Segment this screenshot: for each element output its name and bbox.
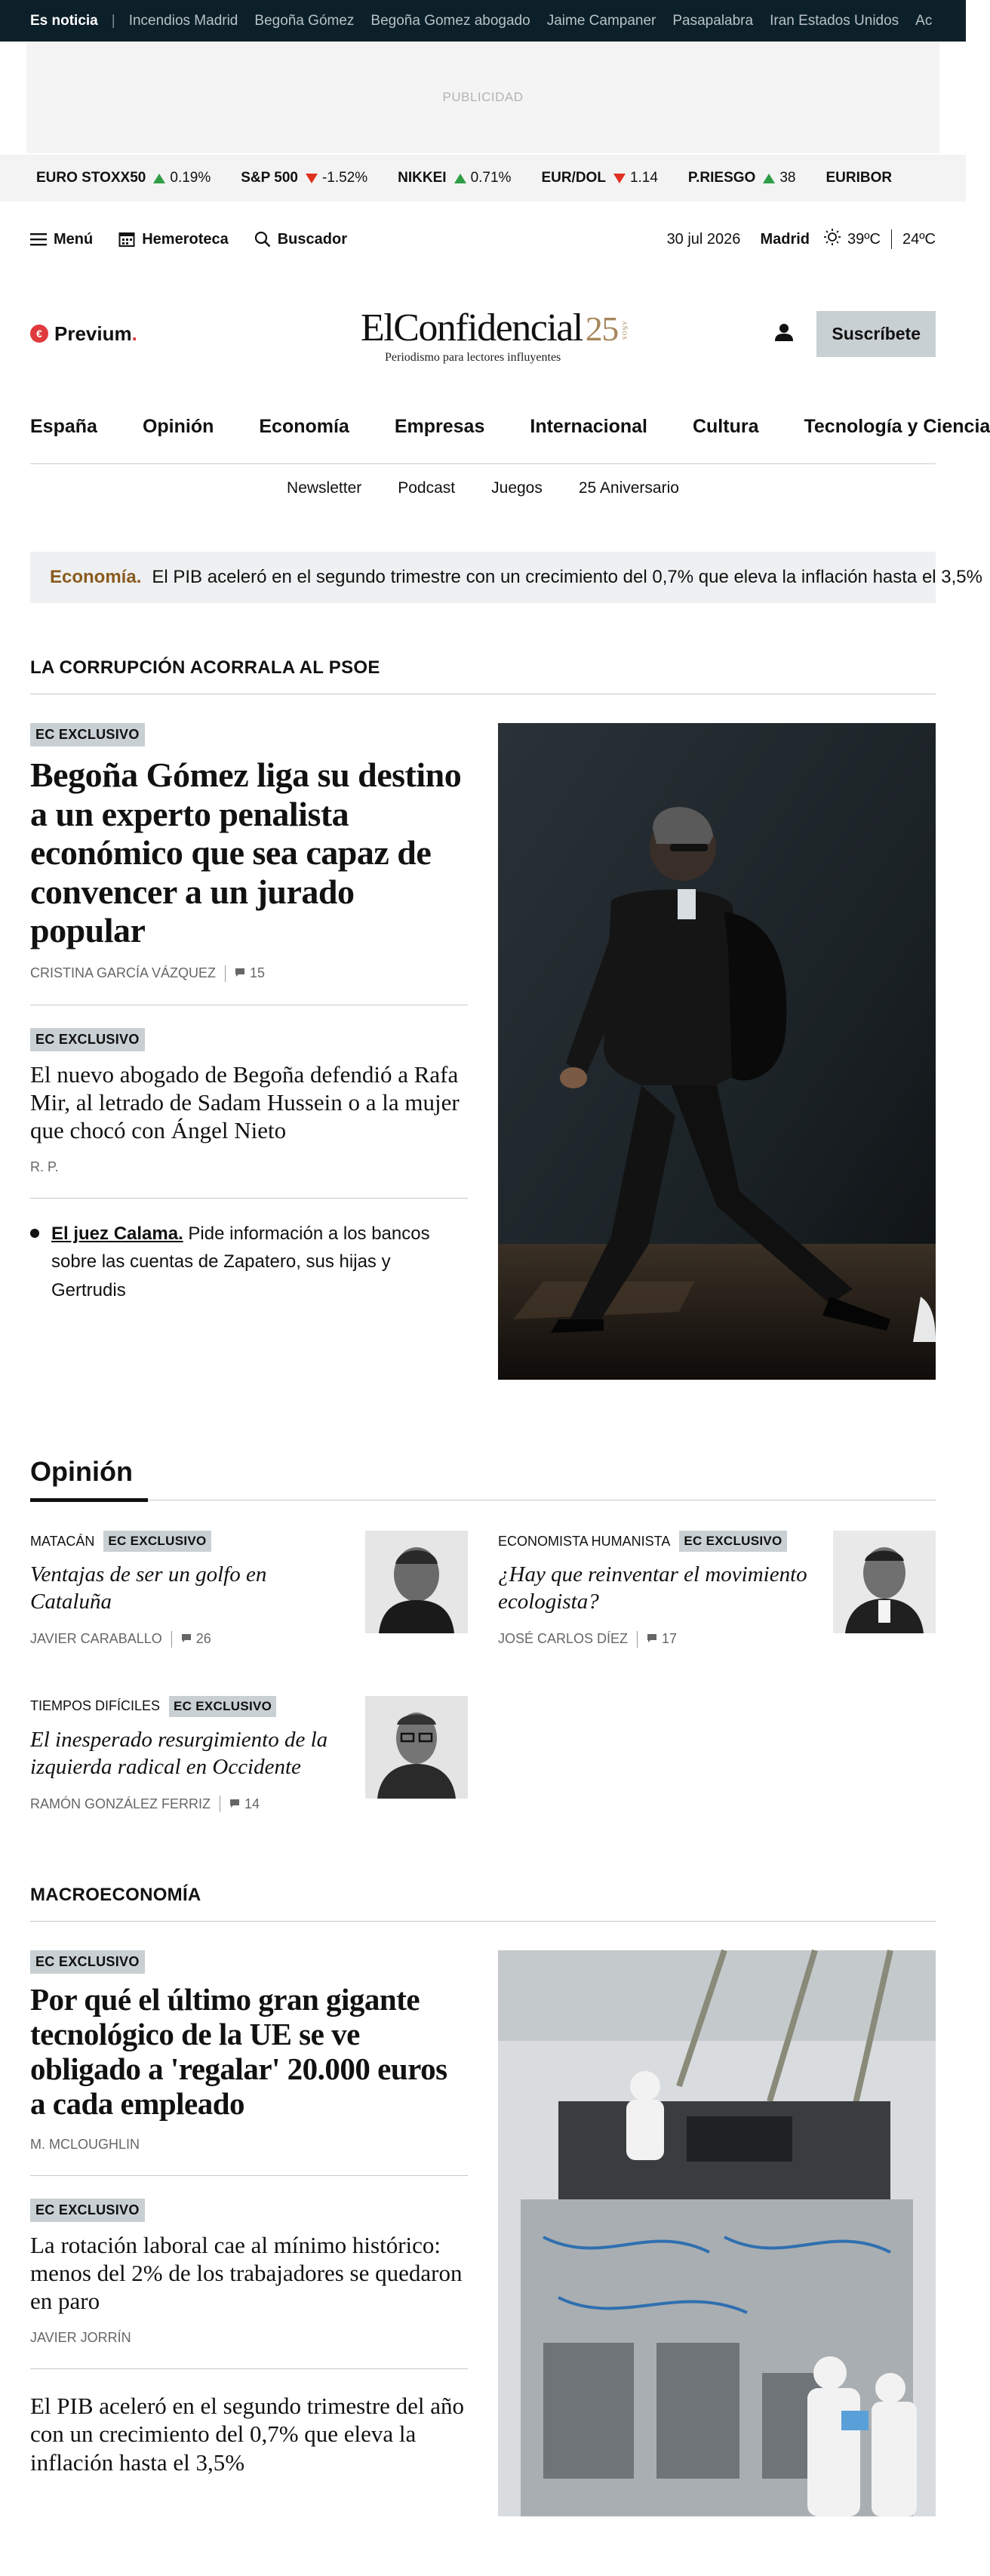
- byline-divider: [225, 965, 226, 982]
- market-ticker: [0, 155, 966, 202]
- hemeroteca-label: Hemeroteca: [142, 230, 229, 248]
- secondary-article[interactable]: [30, 1028, 468, 1176]
- trending-label: Es noticia: [30, 12, 98, 29]
- calendar-icon: [118, 231, 135, 248]
- comment-icon: [647, 1631, 657, 1647]
- subscribe-button[interactable]: Suscríbete: [816, 311, 936, 357]
- article-byline: [30, 965, 468, 982]
- arrow-up-icon: [454, 174, 466, 183]
- logo-tagline: Periodismo para lectores influyentes: [385, 351, 561, 364]
- article-author[interactable]: RAMÓN GONZÁLEZ FERRIZ: [30, 1796, 211, 1811]
- menu-label: Menú: [54, 230, 94, 248]
- article-author[interactable]: JOSÉ CARLOS DÍEZ: [498, 1631, 629, 1646]
- lead-article[interactable]: [30, 1950, 468, 2153]
- article-headline[interactable]: Begoña Gómez liga su destino a un experto penalista económico que sea capaz de convencer a un jurado popular: [30, 756, 462, 950]
- opinion-headline[interactable]: El inesperado resurgimiento de la izquierda radical en Occidente: [30, 1727, 328, 1779]
- nav-item-tecnologia[interactable]: Tecnología y Ciencia: [804, 416, 990, 437]
- site-logo[interactable]: [361, 306, 628, 365]
- breaking-category: Economía.: [50, 567, 142, 587]
- article-byline: [30, 1159, 468, 1175]
- previum-label: Previum: [54, 322, 132, 345]
- temp-low: 24ºC: [902, 230, 936, 248]
- article-headline[interactable]: Por qué el último gran gigante tecnológico de la UE se ve obligado a 'regalar' 20.000 euros a cada empleado: [30, 1982, 447, 2121]
- ad-slot: [26, 42, 939, 153]
- arrow-down-icon: [613, 174, 626, 183]
- nav-item-espana[interactable]: España: [30, 416, 97, 437]
- subnav-item-juegos[interactable]: Juegos: [491, 479, 543, 497]
- comment-count[interactable]: 15: [250, 965, 266, 981]
- arrow-up-icon: [763, 174, 775, 183]
- opinion-headline[interactable]: ¿Hay que reinventar el movimiento ecologista?: [498, 1562, 807, 1614]
- ticker-name: EURIBOR: [826, 170, 893, 186]
- section-corrupcion: [30, 723, 936, 1383]
- exclusive-badge: EC EXCLUSIVO: [30, 1950, 145, 1974]
- divider: [30, 2368, 468, 2369]
- ticker-item[interactable]: [826, 170, 899, 186]
- article-author[interactable]: CRISTINA GARCÍA VÁZQUEZ: [30, 965, 217, 981]
- breaking-text: El PIB aceleró en el segundo trimestre con un crecimiento del 0,7% que eleva la inflación hasta el 3,5%: [152, 567, 982, 587]
- opinion-headline[interactable]: Ventajas de ser un golfo en Cataluña: [30, 1562, 267, 1614]
- section-heading-corrupcion[interactable]: LA CORRUPCIÓN ACORRALA AL PSOE: [30, 657, 936, 694]
- exclusive-badge: EC EXCLUSIVO: [103, 1531, 211, 1552]
- exclusive-badge: EC EXCLUSIVO: [679, 1531, 786, 1552]
- author-avatar[interactable]: [365, 1696, 468, 1799]
- subnav-item-newsletter[interactable]: Newsletter: [287, 479, 362, 497]
- lead-article[interactable]: [30, 723, 468, 982]
- opinion-list: [30, 1531, 936, 1812]
- divider: [30, 1198, 468, 1199]
- subnav-item-aniversario[interactable]: 25 Aniversario: [578, 479, 679, 497]
- trending-link[interactable]: Pasapalabra: [672, 12, 754, 29]
- utility-bar: [0, 202, 966, 277]
- previum-link[interactable]: [30, 322, 137, 346]
- previum-dot: .: [131, 322, 137, 345]
- menu-button[interactable]: [30, 231, 93, 248]
- comment-icon: [229, 1796, 240, 1812]
- secondary-article[interactable]: [30, 2199, 468, 2347]
- trending-link[interactable]: Ac: [915, 12, 933, 29]
- weather-city[interactable]: Madrid: [760, 230, 810, 248]
- byline-divider: [171, 1631, 172, 1648]
- bullet-dot: [30, 1229, 39, 1238]
- article-byline: [30, 1796, 350, 1812]
- hemeroteca-button[interactable]: [118, 231, 229, 248]
- bullet-lead[interactable]: El juez Calama.: [51, 1223, 183, 1245]
- arrow-down-icon: [306, 174, 318, 183]
- article-author[interactable]: M. MCLOUGHLIN: [30, 2136, 140, 2152]
- related-bullet[interactable]: [30, 1220, 468, 1304]
- article-byline: [30, 2137, 468, 2153]
- ticker-name: P.RIESGO: [687, 170, 756, 186]
- ticker-name: NIKKEI: [398, 170, 447, 186]
- sub-nav: [0, 464, 966, 512]
- temp-divider: [891, 229, 892, 249]
- search-label: Buscador: [277, 230, 347, 248]
- current-date: 30 jul 2026: [666, 230, 741, 248]
- arrow-up-icon: [153, 174, 165, 183]
- ticker-value: 0.19%: [170, 170, 211, 186]
- comment-icon: [181, 1631, 192, 1647]
- nav-item-empresas[interactable]: Empresas: [394, 416, 485, 437]
- article-author[interactable]: JAVIER JORRÍN: [30, 2330, 131, 2346]
- article-byline: [498, 1631, 818, 1648]
- previum-logo-icon: €: [30, 325, 48, 343]
- ticker-item[interactable]: [398, 170, 511, 186]
- ticker-value: 1.14: [629, 170, 658, 186]
- ticker-value: 0.71%: [470, 170, 512, 186]
- exclusive-badge: EC EXCLUSIVO: [169, 1696, 276, 1717]
- ticker-item[interactable]: [241, 170, 367, 186]
- ticker-value: -1.52%: [321, 170, 368, 186]
- trending-link[interactable]: Begoña Gomez abogado: [370, 12, 530, 29]
- comment-count[interactable]: 17: [662, 1631, 678, 1646]
- opinion-card[interactable]: [30, 1696, 468, 1813]
- comment-count[interactable]: 14: [244, 1796, 260, 1811]
- bullet-text: Pide información a los bancos sobre las cuentas de Zapatero, sus hijas y Gertrudis: [51, 1223, 430, 1300]
- trending-bar: [0, 0, 966, 42]
- ticker-name: EUR/DOL: [541, 170, 606, 186]
- nav-item-cultura[interactable]: Cultura: [692, 416, 759, 437]
- exclusive-badge: EC EXCLUSIVO: [30, 2199, 145, 2222]
- lead-article-photo[interactable]: [498, 723, 936, 1380]
- nav-item-opinion[interactable]: Opinión: [142, 416, 214, 437]
- article-byline: [30, 2330, 468, 2346]
- exclusive-badge: EC EXCLUSIVO: [30, 1028, 145, 1051]
- author-avatar[interactable]: [365, 1531, 468, 1633]
- macro-article-photo[interactable]: [498, 1950, 936, 2516]
- section-heading-opinion[interactable]: Opinión: [30, 1456, 936, 1500]
- article-author[interactable]: JAVIER CARABALLO: [30, 1631, 162, 1646]
- divider: [30, 2175, 468, 2176]
- article-headline[interactable]: El nuevo abogado de Begoña defendió a Rafa Mir, al letrado de Sadam Hussein o a la mujer que chocó con Ángel Nieto: [30, 1060, 460, 1143]
- logo-anniversary-number: 25: [585, 309, 618, 348]
- brand-header: [0, 277, 966, 390]
- sun-icon: [823, 228, 841, 251]
- temp-high: 39ºC: [847, 230, 881, 248]
- opinion-card[interactable]: [498, 1531, 936, 1648]
- opinion-column-name[interactable]: MATACÁN: [30, 1533, 95, 1549]
- trending-link[interactable]: Jaime Campaner: [546, 12, 656, 29]
- date-weather: [656, 228, 936, 251]
- author-avatar[interactable]: [833, 1531, 936, 1633]
- byline-divider: [637, 1631, 638, 1648]
- logo-anos: AÑOS: [620, 321, 628, 340]
- main-nav: [30, 390, 990, 464]
- trending-link[interactable]: Iran Estados Unidos: [770, 12, 899, 29]
- trending-link[interactable]: Incendios Madrid: [128, 12, 238, 29]
- search-icon: [254, 231, 271, 248]
- ticker-name: S&P 500: [241, 170, 298, 186]
- subnav-item-podcast[interactable]: Podcast: [398, 479, 456, 497]
- trending-separator: |: [111, 12, 115, 29]
- article-headline[interactable]: La rotación laboral cae al mínimo histórico: menos del 2% de los trabajadores se quedaron en paro: [30, 2231, 463, 2314]
- logo-text: ElConfidencial: [361, 306, 583, 349]
- article-byline: [30, 1631, 350, 1648]
- breaking-news-strip[interactable]: [30, 552, 982, 603]
- ticker-item[interactable]: [688, 170, 796, 186]
- section-macroeconomia: [30, 1950, 936, 2520]
- nav-item-internacional[interactable]: Internacional: [530, 416, 647, 437]
- user-icon[interactable]: [774, 322, 794, 346]
- search-button[interactable]: [254, 231, 347, 248]
- opinion-card[interactable]: [30, 1531, 468, 1648]
- exclusive-badge: EC EXCLUSIVO: [30, 723, 145, 746]
- article-author[interactable]: R. P.: [30, 1159, 59, 1175]
- opinion-column-name[interactable]: TIEMPOS DIFÍCILES: [30, 1698, 161, 1713]
- article-headline[interactable]: El PIB aceleró en el segundo trimestre del año con un crecimiento del 0,7% que eleva la inflación hasta el 3,5%: [30, 2393, 465, 2476]
- ad-label: PUBLICIDAD: [442, 90, 524, 104]
- nav-item-economia[interactable]: Economía: [259, 416, 349, 437]
- tertiary-article[interactable]: [30, 2392, 468, 2476]
- ticker-name: EURO STOXX50: [36, 170, 146, 186]
- comment-icon: [235, 965, 245, 981]
- ticker-item[interactable]: [36, 170, 211, 186]
- comment-count[interactable]: 26: [195, 1631, 211, 1646]
- hamburger-icon: [30, 232, 47, 246]
- trending-link[interactable]: Begoña Gómez: [254, 12, 355, 29]
- ticker-item[interactable]: [541, 170, 657, 186]
- section-heading-macroeconomia[interactable]: MACROECONOMÍA: [30, 1885, 936, 1922]
- ticker-value: 38: [779, 170, 796, 186]
- opinion-column-name[interactable]: ECONOMISTA HUMANISTA: [498, 1533, 671, 1549]
